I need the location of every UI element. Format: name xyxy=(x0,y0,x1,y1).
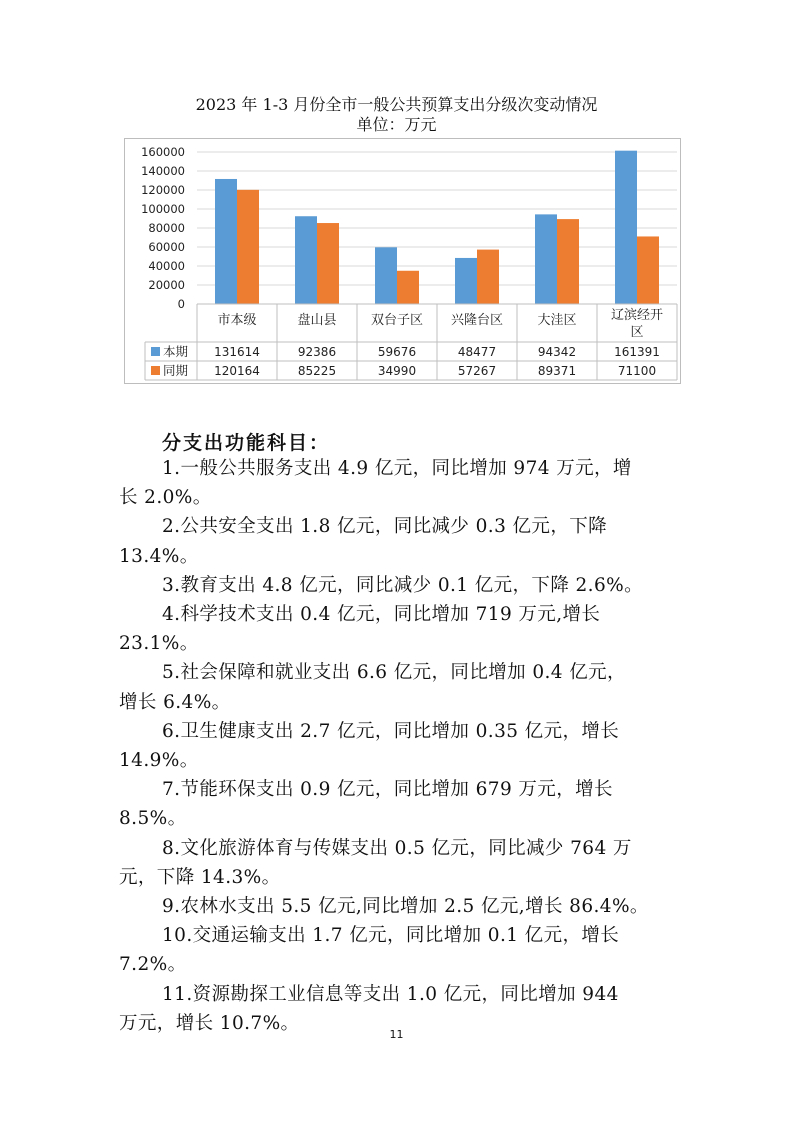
y-tick-label: 140000 xyxy=(141,164,185,178)
body-text-line: 13.4%。 xyxy=(119,545,199,567)
legend-label: 本期 xyxy=(163,344,189,359)
bar-prior xyxy=(557,219,579,304)
body-text-line: 长 2.0%。 xyxy=(119,487,212,509)
data-table-value: 34990 xyxy=(377,364,417,378)
x-category-label: 盘山县 xyxy=(297,313,337,328)
data-table-value: 71100 xyxy=(617,364,657,378)
data-table-value: 89371 xyxy=(537,364,577,378)
body-text-line: 万元，增长 10.7%。 xyxy=(119,1012,300,1034)
x-category-label: 大洼区 xyxy=(537,313,577,328)
body-text-line: 23.1%。 xyxy=(119,633,199,655)
y-tick-label: 0 xyxy=(177,297,185,311)
chart-unit-subtitle: 单位：万元 xyxy=(356,115,437,134)
data-table-value: 161391 xyxy=(614,345,660,359)
data-table-value: 120164 xyxy=(214,364,260,378)
bar-current xyxy=(295,216,317,304)
data-table-value: 131614 xyxy=(214,345,260,359)
bar-prior xyxy=(237,190,259,304)
body-text-line: 7.节能环保支出 0.9 亿元，同比增加 679 万元，增长 xyxy=(162,779,613,801)
body-text-line: 1.一般公共服务支出 4.9 亿元，同比增加 974 万元，增 xyxy=(162,458,632,479)
body-text-line: 5.社会保障和就业支出 6.6 亿元，同比增加 0.4 亿元， xyxy=(162,662,626,684)
body-text-line: 10.交通运输支出 1.7 亿元，同比增加 0.1 亿元，增长 xyxy=(162,925,620,947)
x-category-label: 市本级 xyxy=(217,313,257,328)
data-table-value: 92386 xyxy=(297,345,337,359)
legend-swatch-current xyxy=(151,347,160,356)
chart-title: 2023 年 1-3 月份全市一般公共预算支出分级次变动情况 xyxy=(195,95,598,114)
chart-svg xyxy=(125,139,682,385)
section-title: 分支出功能科目： xyxy=(162,432,331,454)
bar-current xyxy=(215,179,237,304)
data-table-value: 85225 xyxy=(297,364,337,378)
bar-prior xyxy=(317,223,339,304)
y-tick-label: 100000 xyxy=(141,202,185,216)
y-tick-label: 60000 xyxy=(148,240,185,254)
bar-current xyxy=(615,151,637,304)
bar-current xyxy=(455,258,477,304)
y-tick-label: 80000 xyxy=(148,221,185,235)
body-text-line: 4.科学技术支出 0.4 亿元，同比增加 719 万元,增长 xyxy=(162,604,601,625)
body-text-line: 2.公共安全支出 1.8 亿元，同比减少 0.3 亿元，下降 xyxy=(162,516,608,538)
data-table-value: 94342 xyxy=(537,345,577,359)
bar-current xyxy=(535,214,557,304)
body-text-line: 7.2%。 xyxy=(119,954,187,976)
body-text-line: 8.5%。 xyxy=(119,808,187,830)
legend-swatch-prior xyxy=(151,366,160,375)
body-text-line: 元，下降 14.3%。 xyxy=(119,866,281,888)
y-tick-label: 120000 xyxy=(141,183,185,197)
y-tick-label: 40000 xyxy=(148,259,185,273)
bar-prior xyxy=(397,271,419,304)
data-table-value: 59676 xyxy=(377,345,417,359)
body-text-line: 11.资源勘探工业信息等支出 1.0 亿元，同比增加 944 xyxy=(162,983,619,1005)
legend-label: 同期 xyxy=(163,363,189,378)
data-table-value: 57267 xyxy=(457,364,497,378)
data-table-value: 48477 xyxy=(457,345,497,359)
bar-prior xyxy=(477,250,499,304)
body-text-line: 9.农林水支出 5.5 亿元,同比增加 2.5 亿元,增长 86.4%。 xyxy=(162,896,649,917)
x-category-label: 双台子区 xyxy=(370,313,424,328)
body-text-line: 8.文化旅游体育与传媒支出 0.5 亿元，同比减少 764 万 xyxy=(162,837,632,859)
body-text-line: 增长 6.4%。 xyxy=(119,691,231,713)
page-number: 11 xyxy=(389,1028,404,1041)
y-tick-label: 160000 xyxy=(141,145,185,159)
bar-current xyxy=(375,247,397,304)
body-text-line: 6.卫生健康支出 2.7 亿元，同比增加 0.35 亿元，增长 xyxy=(162,720,620,742)
x-category-label: 兴隆台区 xyxy=(450,313,504,328)
body-text-line: 14.9%。 xyxy=(119,750,199,771)
bar-prior xyxy=(637,236,659,304)
x-category-label: 辽滨经开区 xyxy=(610,308,664,340)
y-tick-label: 20000 xyxy=(148,278,185,292)
bar-chart xyxy=(124,138,681,384)
body-text-line: 3.教育支出 4.8 亿元，同比减少 0.1 亿元，下降 2.6%。 xyxy=(162,574,643,596)
